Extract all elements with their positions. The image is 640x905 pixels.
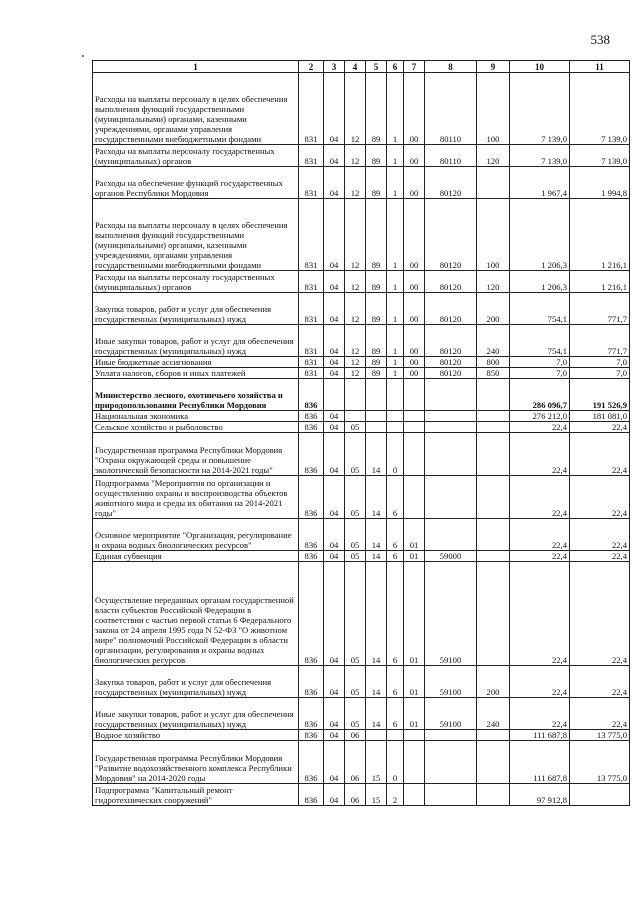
- cell-c4: 05: [345, 422, 366, 433]
- cell-c9: [477, 519, 510, 551]
- cell-c6: 1: [387, 145, 404, 167]
- cell-c6: 1: [387, 368, 404, 379]
- cell-c3: [324, 379, 345, 411]
- cell-c4: [345, 411, 366, 422]
- row-label: Министерство лесного, охотничьего хозяйства и природопользования Республики Мордовия: [93, 379, 299, 411]
- cell-c11: 22,4: [570, 551, 630, 562]
- table-row: [93, 730, 630, 741]
- cell-c4: 12: [345, 271, 366, 293]
- cell-c2: 836: [299, 698, 324, 730]
- cell-c6: [387, 411, 404, 422]
- cell-c6: 1: [387, 293, 404, 325]
- column-header: 3: [324, 61, 345, 73]
- table-row: [93, 433, 630, 476]
- table-row: [93, 422, 630, 433]
- cell-c10: 22,4: [510, 562, 570, 666]
- cell-c5: 89: [366, 271, 387, 293]
- cell-c2: 836: [299, 562, 324, 666]
- column-header: 11: [570, 61, 630, 73]
- cell-c6: 6: [387, 666, 404, 698]
- cell-c9: 120: [477, 145, 510, 167]
- cell-c5: 89: [366, 325, 387, 357]
- cell-c9: [477, 741, 510, 784]
- cell-c5: [366, 730, 387, 741]
- cell-c11: 7,0: [570, 357, 630, 368]
- cell-c10: 276 212,0: [510, 411, 570, 422]
- cell-c9: [477, 167, 510, 199]
- cell-c11: 771,7: [570, 293, 630, 325]
- table-row: [93, 293, 630, 325]
- cell-c2: 831: [299, 293, 324, 325]
- cell-c10: 97 912,8: [510, 784, 570, 806]
- cell-c9: 120: [477, 271, 510, 293]
- cell-c6: 1: [387, 73, 404, 145]
- cell-c3: 04: [324, 271, 345, 293]
- cell-c2: 836: [299, 730, 324, 741]
- cell-c11: 22,4: [570, 666, 630, 698]
- cell-c10: 754,1: [510, 325, 570, 357]
- cell-c9: [477, 476, 510, 519]
- table-row: [93, 551, 630, 562]
- cell-c2: 831: [299, 199, 324, 271]
- cell-c11: 22,4: [570, 422, 630, 433]
- cell-c9: [477, 433, 510, 476]
- cell-c10: 22,4: [510, 666, 570, 698]
- cell-c11: 22,4: [570, 698, 630, 730]
- cell-c8: [425, 411, 477, 422]
- column-header: 2: [299, 61, 324, 73]
- cell-c8: 80120: [425, 368, 477, 379]
- cell-c5: [366, 411, 387, 422]
- cell-c11: 22,4: [570, 519, 630, 551]
- column-header: 4: [345, 61, 366, 73]
- cell-c8: [425, 784, 477, 806]
- table-row: [93, 476, 630, 519]
- cell-c6: 1: [387, 199, 404, 271]
- cell-c6: 6: [387, 476, 404, 519]
- table-row: [93, 562, 630, 666]
- cell-c4: 05: [345, 698, 366, 730]
- cell-c9: [477, 784, 510, 806]
- cell-c4: 05: [345, 476, 366, 519]
- cell-c9: [477, 411, 510, 422]
- cell-c6: 1: [387, 167, 404, 199]
- cell-c11: 13 775,0: [570, 730, 630, 741]
- cell-c2: 836: [299, 476, 324, 519]
- cell-c8: 80120: [425, 325, 477, 357]
- cell-c5: 89: [366, 199, 387, 271]
- cell-c6: 2: [387, 784, 404, 806]
- cell-c7: 01: [404, 698, 425, 730]
- cell-c9: [477, 379, 510, 411]
- cell-c7: [404, 379, 425, 411]
- row-label: Осуществление переданных органам государственной власти субъектов Российской Федерации в соответствии с частью первой статьи 6 Федерального закона от 24 апреля 1995 года N 52-ФЗ "О животном мире" полномочий Российской Федерации в области организации, регулирования и охраны водных биологических ресурсов: [93, 562, 299, 666]
- cell-c3: 04: [324, 551, 345, 562]
- row-label: Государственная программа Республики Мордовия "Охрана окружающей среды и повышение экологической безопасности на 2014-2021 годы": [93, 433, 299, 476]
- table-row: [93, 698, 630, 730]
- cell-c11: 13 775,0: [570, 741, 630, 784]
- row-label: Основное мероприятие "Организация, регулирование и охрана водных биологических ресурсов": [93, 519, 299, 551]
- cell-c3: 04: [324, 167, 345, 199]
- cell-c3: 04: [324, 433, 345, 476]
- row-label: Подпрограмма "Капитальный ремонт гидротехнических сооружений": [93, 784, 299, 806]
- row-label: Единая субвенция: [93, 551, 299, 562]
- cell-c3: 04: [324, 368, 345, 379]
- cell-c2: 831: [299, 271, 324, 293]
- cell-c7: 00: [404, 73, 425, 145]
- table-row: [93, 519, 630, 551]
- table-row: [93, 379, 630, 411]
- cell-c11: [570, 784, 630, 806]
- cell-c3: 04: [324, 519, 345, 551]
- cell-c5: 89: [366, 293, 387, 325]
- cell-c4: [345, 379, 366, 411]
- cell-c9: [477, 562, 510, 666]
- cell-c3: 04: [324, 357, 345, 368]
- cell-c11: 771,7: [570, 325, 630, 357]
- cell-c10: 22,4: [510, 433, 570, 476]
- cell-c7: 00: [404, 325, 425, 357]
- cell-c6: 6: [387, 519, 404, 551]
- cell-c10: 1 967,4: [510, 167, 570, 199]
- cell-c9: 200: [477, 666, 510, 698]
- cell-c5: 14: [366, 476, 387, 519]
- column-header: 10: [510, 61, 570, 73]
- column-header: 7: [404, 61, 425, 73]
- cell-c10: 22,4: [510, 698, 570, 730]
- cell-c8: 80120: [425, 293, 477, 325]
- cell-c2: 831: [299, 145, 324, 167]
- cell-c2: 836: [299, 411, 324, 422]
- row-label: Закупка товаров, работ и услуг для обеспечения государственных (муниципальных) нужд: [93, 293, 299, 325]
- cell-c8: [425, 433, 477, 476]
- cell-c4: 12: [345, 325, 366, 357]
- cell-c7: [404, 433, 425, 476]
- cell-c6: 0: [387, 741, 404, 784]
- cell-c5: 89: [366, 368, 387, 379]
- cell-c3: 04: [324, 730, 345, 741]
- cell-c10: 22,4: [510, 476, 570, 519]
- cell-c2: 836: [299, 666, 324, 698]
- cell-c3: 04: [324, 698, 345, 730]
- cell-c7: 00: [404, 368, 425, 379]
- row-label: Водное хозяйство: [93, 730, 299, 741]
- cell-c11: 7 139,0: [570, 145, 630, 167]
- cell-c8: 80120: [425, 199, 477, 271]
- table-row: [93, 784, 630, 806]
- column-header: 6: [387, 61, 404, 73]
- row-label: Расходы на выплаты персоналу в целях обеспечения выполнения функций государственными (муниципальными) органами, казенными учреждениями, органами управления государственными внебюджетными фондами: [93, 73, 299, 145]
- cell-c3: 04: [324, 784, 345, 806]
- cell-c9: [477, 422, 510, 433]
- cell-c5: 89: [366, 357, 387, 368]
- cell-c3: 04: [324, 411, 345, 422]
- row-label: Расходы на выплаты персоналу в целях обеспечения выполнения функций государственными (муниципальными) органами, казенными учреждениями, органами управления государственными внебюджетными фондами: [93, 199, 299, 271]
- cell-c9: 800: [477, 357, 510, 368]
- cell-c11: 1 216,1: [570, 199, 630, 271]
- cell-c6: 0: [387, 433, 404, 476]
- table-body: [93, 73, 630, 806]
- cell-c10: 7 139,0: [510, 73, 570, 145]
- cell-c5: 15: [366, 741, 387, 784]
- cell-c10: 22,4: [510, 422, 570, 433]
- cell-c4: 12: [345, 145, 366, 167]
- cell-c11: 1 994,8: [570, 167, 630, 199]
- cell-c5: 14: [366, 551, 387, 562]
- cell-c3: 04: [324, 476, 345, 519]
- cell-c11: 191 526,9: [570, 379, 630, 411]
- cell-c8: [425, 476, 477, 519]
- row-label: Иные бюджетные ассигнования: [93, 357, 299, 368]
- cell-c6: [387, 379, 404, 411]
- cell-c7: [404, 730, 425, 741]
- scan-speck: [82, 55, 84, 57]
- cell-c10: 7 139,0: [510, 145, 570, 167]
- cell-c5: 14: [366, 562, 387, 666]
- cell-c2: 831: [299, 325, 324, 357]
- table-row: [93, 325, 630, 357]
- cell-c3: 04: [324, 325, 345, 357]
- cell-c7: 01: [404, 551, 425, 562]
- cell-c11: 22,4: [570, 433, 630, 476]
- cell-c7: 00: [404, 293, 425, 325]
- cell-c10: 7,0: [510, 357, 570, 368]
- cell-c8: 59100: [425, 666, 477, 698]
- cell-c8: 80110: [425, 73, 477, 145]
- cell-c2: 836: [299, 784, 324, 806]
- cell-c6: 6: [387, 698, 404, 730]
- cell-c5: 89: [366, 167, 387, 199]
- cell-c3: 04: [324, 73, 345, 145]
- cell-c8: 80120: [425, 271, 477, 293]
- table-row: [93, 741, 630, 784]
- cell-c8: 80120: [425, 167, 477, 199]
- column-header: 8: [425, 61, 477, 73]
- cell-c4: 05: [345, 666, 366, 698]
- table-row: [93, 271, 630, 293]
- cell-c7: [404, 411, 425, 422]
- cell-c3: 04: [324, 562, 345, 666]
- cell-c2: 831: [299, 368, 324, 379]
- cell-c2: 836: [299, 741, 324, 784]
- cell-c4: 12: [345, 73, 366, 145]
- cell-c4: 12: [345, 167, 366, 199]
- cell-c10: 1 206,3: [510, 199, 570, 271]
- table-row: [93, 368, 630, 379]
- cell-c10: 7,0: [510, 368, 570, 379]
- cell-c7: 01: [404, 519, 425, 551]
- cell-c5: 14: [366, 519, 387, 551]
- cell-c4: 06: [345, 741, 366, 784]
- row-label: Расходы на выплаты персоналу государственных (муниципальных) органов: [93, 145, 299, 167]
- table-row: [93, 145, 630, 167]
- cell-c5: 89: [366, 73, 387, 145]
- cell-c2: 836: [299, 519, 324, 551]
- cell-c9: 240: [477, 698, 510, 730]
- cell-c11: 181 081,0: [570, 411, 630, 422]
- cell-c10: 286 096,7: [510, 379, 570, 411]
- row-label: Национальная экономика: [93, 411, 299, 422]
- row-label: Закупка товаров, работ и услуг для обеспечения государственных (муниципальных) нужд: [93, 666, 299, 698]
- cell-c5: [366, 379, 387, 411]
- cell-c5: [366, 422, 387, 433]
- cell-c3: 04: [324, 741, 345, 784]
- cell-c8: [425, 519, 477, 551]
- cell-c5: 14: [366, 666, 387, 698]
- row-label: Государственная программа Республики Мордовия "Развитие водохозяйственного комплекса Республики Мордовия" на 2014-2020 годы: [93, 741, 299, 784]
- cell-c7: [404, 476, 425, 519]
- cell-c3: 04: [324, 422, 345, 433]
- cell-c4: 12: [345, 293, 366, 325]
- cell-c7: 01: [404, 666, 425, 698]
- cell-c2: 836: [299, 551, 324, 562]
- table-row: [93, 73, 630, 145]
- cell-c6: [387, 730, 404, 741]
- cell-c5: 14: [366, 433, 387, 476]
- table-row: [93, 357, 630, 368]
- cell-c8: [425, 422, 477, 433]
- cell-c4: 05: [345, 562, 366, 666]
- cell-c5: 14: [366, 698, 387, 730]
- cell-c3: 04: [324, 145, 345, 167]
- cell-c4: 12: [345, 357, 366, 368]
- cell-c8: 59100: [425, 698, 477, 730]
- cell-c9: 240: [477, 325, 510, 357]
- cell-c9: 100: [477, 199, 510, 271]
- cell-c9: [477, 551, 510, 562]
- cell-c4: 05: [345, 433, 366, 476]
- cell-c5: 89: [366, 145, 387, 167]
- row-label: Сельское хозяйство и рыболовство: [93, 422, 299, 433]
- cell-c6: 1: [387, 325, 404, 357]
- cell-c8: 80120: [425, 357, 477, 368]
- cell-c10: 111 687,8: [510, 730, 570, 741]
- cell-c2: 831: [299, 167, 324, 199]
- cell-c8: 80110: [425, 145, 477, 167]
- row-label: Расходы на обеспечение функций государственных органов Республики Мордовия: [93, 167, 299, 199]
- cell-c7: 00: [404, 357, 425, 368]
- cell-c8: 59100: [425, 562, 477, 666]
- cell-c4: 12: [345, 368, 366, 379]
- cell-c10: 22,4: [510, 551, 570, 562]
- cell-c8: [425, 741, 477, 784]
- cell-c2: 836: [299, 422, 324, 433]
- cell-c6: 6: [387, 562, 404, 666]
- cell-c2: 831: [299, 357, 324, 368]
- cell-c2: 836: [299, 433, 324, 476]
- table-row: [93, 666, 630, 698]
- cell-c4: 06: [345, 730, 366, 741]
- column-header: 1: [93, 61, 299, 73]
- cell-c3: 04: [324, 199, 345, 271]
- cell-c6: 1: [387, 357, 404, 368]
- cell-c8: [425, 379, 477, 411]
- cell-c10: 111 687,8: [510, 741, 570, 784]
- cell-c7: [404, 741, 425, 784]
- column-header: 9: [477, 61, 510, 73]
- page-number: 538: [590, 32, 610, 47]
- cell-c7: [404, 422, 425, 433]
- row-label: Расходы на выплаты персоналу государственных (муниципальных) органов: [93, 271, 299, 293]
- cell-c4: 12: [345, 199, 366, 271]
- cell-c7: 00: [404, 199, 425, 271]
- cell-c2: 831: [299, 73, 324, 145]
- column-header: 5: [366, 61, 387, 73]
- cell-c6: 6: [387, 551, 404, 562]
- table-row: [93, 199, 630, 271]
- cell-c11: 22,4: [570, 562, 630, 666]
- cell-c9: [477, 730, 510, 741]
- cell-c4: 05: [345, 519, 366, 551]
- cell-c7: 00: [404, 167, 425, 199]
- row-label: Иные закупки товаров, работ и услуг для обеспечения государственных (муниципальных) нужд: [93, 698, 299, 730]
- cell-c11: 22,4: [570, 476, 630, 519]
- cell-c7: 01: [404, 562, 425, 666]
- cell-c7: 00: [404, 145, 425, 167]
- cell-c9: 850: [477, 368, 510, 379]
- table-row: [93, 411, 630, 422]
- table-header-row: [93, 61, 630, 73]
- cell-c11: 1 216,1: [570, 271, 630, 293]
- cell-c10: 1 206,3: [510, 271, 570, 293]
- row-label: Иные закупки товаров, работ и услуг для обеспечения государственных (муниципальных) нужд: [93, 325, 299, 357]
- cell-c3: 04: [324, 666, 345, 698]
- budget-table: [92, 60, 630, 806]
- cell-c9: 100: [477, 73, 510, 145]
- cell-c9: 200: [477, 293, 510, 325]
- row-label: Уплата налогов, сборов и иных платежей: [93, 368, 299, 379]
- cell-c10: 22,4: [510, 519, 570, 551]
- cell-c8: [425, 730, 477, 741]
- cell-c11: 7 139,0: [570, 73, 630, 145]
- cell-c6: [387, 422, 404, 433]
- cell-c4: 06: [345, 784, 366, 806]
- cell-c4: 05: [345, 551, 366, 562]
- cell-c6: 1: [387, 271, 404, 293]
- cell-c10: 754,1: [510, 293, 570, 325]
- cell-c8: 59000: [425, 551, 477, 562]
- row-label: Подпрограмма "Мероприятия по организации и осуществлению охраны и воспроизводства объектов животного мира и среды их обитания на 2014-2021 годы": [93, 476, 299, 519]
- table-row: [93, 167, 630, 199]
- cell-c5: 15: [366, 784, 387, 806]
- cell-c7: [404, 784, 425, 806]
- cell-c11: 7,0: [570, 368, 630, 379]
- cell-c3: 04: [324, 293, 345, 325]
- cell-c2: 836: [299, 379, 324, 411]
- cell-c7: 00: [404, 271, 425, 293]
